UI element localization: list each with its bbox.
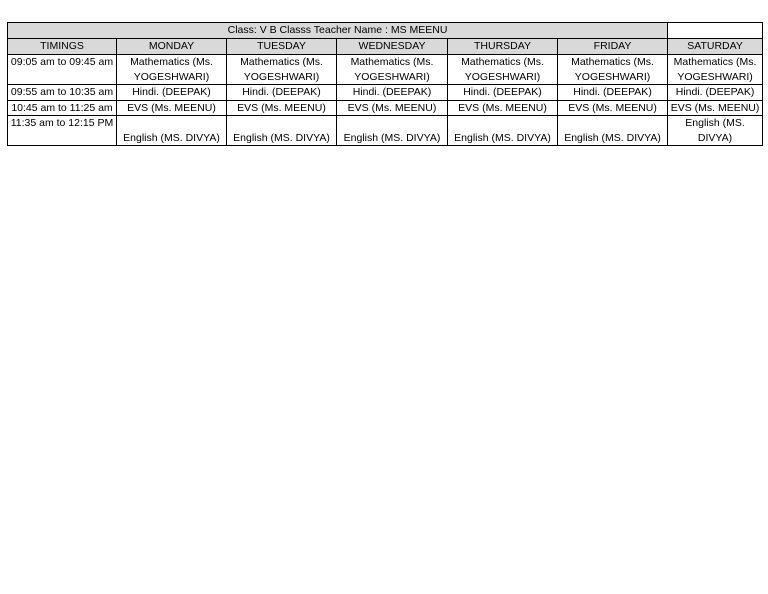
table-row	[8, 116, 763, 146]
header-timings: TIMINGS	[8, 39, 117, 55]
period-cell: English (MS. DIVYA)	[337, 116, 448, 146]
timing-cell: 09:55 am to 10:35 am	[8, 85, 117, 101]
header-monday: MONDAY	[117, 39, 227, 55]
header-wednesday: WEDNESDAY	[337, 39, 448, 55]
period-cell: Mathematics (Ms. YOGESHWARI)	[668, 55, 763, 85]
table-row	[8, 55, 763, 85]
period-cell: EVS (Ms. MEENU)	[668, 100, 763, 116]
period-cell: English (MS. DIVYA)	[558, 116, 668, 146]
period-cell: EVS (Ms. MEENU)	[558, 100, 668, 116]
period-cell: Mathematics (Ms. YOGESHWARI)	[117, 55, 227, 85]
period-cell: English (MS. DIVYA)	[117, 116, 227, 146]
class-title: Class: V B Classs Teacher Name : MS MEENU	[8, 23, 668, 39]
period-cell: Hindi. (DEEPAK)	[668, 85, 763, 101]
period-cell: English (MS. DIVYA)	[668, 116, 763, 146]
header-saturday: SATURDAY	[668, 39, 763, 55]
period-cell: Mathematics (Ms. YOGESHWARI)	[227, 55, 337, 85]
timetable	[7, 22, 763, 146]
period-cell: Hindi. (DEEPAK)	[558, 85, 668, 101]
title-blank-cell	[668, 23, 763, 39]
period-cell: EVS (Ms. MEENU)	[337, 100, 448, 116]
period-cell: Hindi. (DEEPAK)	[227, 85, 337, 101]
timing-cell: 09:05 am to 09:45 am	[8, 55, 117, 85]
period-cell: Mathematics (Ms. YOGESHWARI)	[337, 55, 448, 85]
timing-cell: 10:45 am to 11:25 am	[8, 100, 117, 116]
period-cell: English (MS. DIVYA)	[448, 116, 558, 146]
period-cell: EVS (Ms. MEENU)	[227, 100, 337, 116]
period-cell: Mathematics (Ms. YOGESHWARI)	[558, 55, 668, 85]
header-row	[8, 39, 763, 55]
period-cell: Hindi. (DEEPAK)	[117, 85, 227, 101]
header-tuesday: TUESDAY	[227, 39, 337, 55]
table-row	[8, 100, 763, 116]
header-friday: FRIDAY	[558, 39, 668, 55]
timing-cell: 11:35 am to 12:15 PM	[8, 116, 117, 146]
period-cell: EVS (Ms. MEENU)	[448, 100, 558, 116]
title-row	[8, 23, 763, 39]
period-cell: Mathematics (Ms. YOGESHWARI)	[448, 55, 558, 85]
period-cell: English (MS. DIVYA)	[227, 116, 337, 146]
period-cell: Hindi. (DEEPAK)	[337, 85, 448, 101]
period-cell: EVS (Ms. MEENU)	[117, 100, 227, 116]
period-cell: Hindi. (DEEPAK)	[448, 85, 558, 101]
table-row	[8, 85, 763, 101]
header-thursday: THURSDAY	[448, 39, 558, 55]
